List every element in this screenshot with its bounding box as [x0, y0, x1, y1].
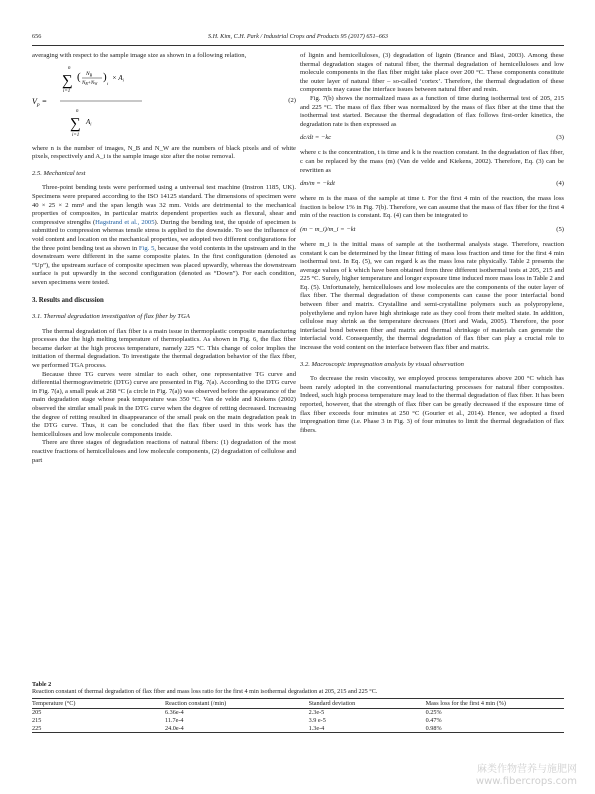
- page-number: 656: [32, 33, 42, 40]
- table-cell: 3.9 e-5: [308, 717, 326, 725]
- journal-citation: S.H. Kim, C.H. Park / Industrial Crops and Products 95 (2017) 651–663: [207, 33, 388, 40]
- table-cell: 0.25%: [425, 709, 442, 717]
- equation-number-3: (3): [556, 134, 564, 142]
- eq2-lhs: V: [32, 96, 37, 106]
- equation-2-graphic: [32, 63, 296, 141]
- eq2-times-sub: i: [122, 77, 124, 83]
- equation-3: [300, 133, 564, 145]
- eq2-times: × A: [112, 73, 123, 82]
- eq2-frac-den: N: [82, 80, 86, 86]
- table-row: [32, 717, 564, 725]
- table-label: Table 2: [32, 681, 52, 688]
- watermark-line-2: www.fibercrops.com: [475, 776, 577, 787]
- table-cell: 24.0e-4: [165, 725, 309, 733]
- svg-text:Vp =: $V_p$ =: [32, 96, 48, 108]
- eq2-frac-num: N: [86, 70, 90, 77]
- watermark: [476, 764, 577, 788]
- table-cell: 11.7e-4: [165, 717, 184, 725]
- svg-text:Ai: [85, 118, 92, 127]
- paragraph-eq3-where: where c is the concentration, t is time and k is the reaction constant. In the degradation of flax fiber, c can be replaced by the mass (m) (Van de velde and Kiekens, 2002). Therefore, Eq. (3) can be rewritten as: [300, 149, 564, 174]
- eq2-frac-den-sub1: B: [85, 81, 88, 86]
- paragraph-degradation-stages: of lignin and hemicelluloses, (3) degradation of lignin (Brance and Blasi, 2003). Among these thermal degradation stages of natural fiber, the thermal degradation of hemicelluloses and low molecule components in the flax fiber might take place over 200 °C. These components constitute the outer layer of natural fiber – so-called ‘cortex’. Therefore, the thermal degradation of these components may cause the interface issues between natural fiber and resin.: [300, 52, 564, 94]
- table-cell: 0.98%: [426, 725, 564, 733]
- svg-text:× Ai: [112, 74, 125, 83]
- heading-2-5: 2.5. Mechanical test: [32, 169, 86, 177]
- equation-4-body: dm/m = −kdt: [300, 180, 335, 188]
- equation-5-body: (m − m_i)/m_i = −kt: [300, 225, 356, 233]
- eq2-den-term-sub: i: [90, 121, 92, 127]
- paragraph-mechanical-test: Three-point bending tests were performed using a universal test machine (Instron 1185, UK). Specimens were prepared according to the ISO 14125 standard. The dimensions of specimen were 40 × 25 × 2 mm³ and the span length was 32 mm. Voids are detrimental to the mechanical properties of composites, in particular matrix dependent properties such as flexural, shear and compressive strengths (Hagstrand et al., 2005). During the bending test, the upside of specimen is submitted to compression whereas tensile stress is applied to the downside. To see the influence of void content and location on the mechanical properties, we adopted two different configurations for the three point bending test as shown in Fig. 5, because the void contents in the upstream and in the downstream were different in the same composite plates. In the first configuration (denoted as “Up”), the upstream surface of composite specimen was placed upwardly, whereas the downstream surface is put upwardly in the second configuration (denoted as “Down”). For each condition, seven specimens were tested.: [32, 184, 297, 286]
- sum-symbol: ∑: [62, 72, 73, 89]
- table-row: [32, 725, 564, 733]
- table-cell: 6.36e-4: [165, 709, 184, 717]
- right-column: [300, 52, 564, 435]
- table-header-row: [32, 699, 564, 709]
- left-column: [32, 52, 296, 465]
- equation-4: [300, 179, 564, 191]
- paragraph-impregnation: To decrease the resin viscosity, we employed process temperatures above 200 °C which has been rarely adopted in the conventional manufacturing processes for natural fiber composites. Indeed, such high process temperature may lead to the thermal degradation of flax fiber. It has been reported, however, that the strength of flax fiber can be greatly decreased if the exposure time of flax fiber exceeds four minutes at 250 °C (Gourier et al., 2014). Hence, we adopted a fixed impregnation time (i.e. Phase 3 in Fig. 3) of four minutes to limit the thermal degradation of flax fibers.: [300, 375, 564, 434]
- paragraph-fig7b: Fig. 7(b) shows the normalized mass as a function of time during isothermal test of 205, 215 and 225 °C. The mass of flax fiber was normalized by the mass of flax fiber at the time that the isothermal test started. Because the thermal degradation of flax follows first-order kinetics, the degradation rate is then expressed as: [300, 94, 564, 128]
- equation-3-body: dc/dt = −kc: [300, 134, 332, 142]
- eq2-lhs-sub: p: [36, 101, 40, 108]
- table-cell: 215: [32, 717, 42, 725]
- table-row: [32, 709, 564, 717]
- citation-link-hagstrand[interactable]: Hagstrand et al., 2005: [95, 218, 155, 226]
- reaction-constant-table: [32, 698, 564, 733]
- figure-link-fig5[interactable]: Fig. 5: [138, 244, 155, 252]
- equation-2: [32, 63, 296, 141]
- svg-text:(: (: [77, 70, 81, 83]
- eq2-sum-bottom: i=1: [63, 88, 71, 94]
- running-header: [32, 33, 564, 45]
- svg-text:NB: [85, 71, 93, 78]
- eq2-den-sum-bottom: i=1: [72, 132, 80, 138]
- eq2-frac-num-sub: B: [89, 72, 93, 78]
- eq2-frac-den-sub2: W: [94, 81, 98, 86]
- table-cell: 2.3e-5: [308, 709, 325, 717]
- header-rule: [32, 45, 564, 46]
- svg-text:): ): [103, 70, 107, 83]
- table-header-cell: Temperature (°C): [32, 699, 165, 709]
- table-2: [32, 681, 564, 733]
- eq2-frac-den-n2: N: [90, 80, 95, 86]
- equation-5: [300, 225, 564, 237]
- eq2-den-sum-top: n: [76, 108, 79, 114]
- equation-number-4: (4): [556, 180, 564, 188]
- table-caption: Reaction constant of thermal degradation of flax fiber and mass loss ratio for the first 4 min isothermal degradation at 205, 215 and 225 °C.: [32, 688, 378, 695]
- heading-3-1: 3.1. Thermal degradation investigation of flax fiber by TGA: [32, 313, 190, 321]
- heading-3-2: 3.2. Macroscopic impregnation analysis by visual observation: [300, 360, 464, 368]
- paragraph-where-n: where n is the number of images, N_B and N_W are the numbers of black pixels and of white pixels, respectively and A_i is the sample image size after the noise removal.: [32, 144, 296, 161]
- svg-text:i: i: [107, 80, 109, 86]
- table-header-cell: Standard deviation: [309, 699, 426, 709]
- paragraph-intro: averaging with respect to the sample image size as shown in a following relation,: [32, 52, 247, 59]
- watermark-line-1: 麻类作物营养与施肥网: [477, 764, 577, 775]
- table-cell: 1.3e-4: [309, 725, 426, 733]
- heading-3: 3. Results and discussion: [32, 296, 104, 304]
- paragraph-tga-3: There are three stages of degradation reactions of natural fibers: (1) degradation of the most reactive fractions of hemicelluloses and low molecule components, (2) degradation of cellulose and part: [32, 439, 296, 464]
- paragraph-eq4-where: where m is the mass of the sample at time t. For the first 4 min of the reaction, the mass loss fraction is below 1% in Fig. 7(b). Therefore, we can assume that the mass of flax fiber for the first 4 min of the reaction is constant. Eq. (4) can then be integrated to: [300, 195, 564, 220]
- equation-number-2: (2): [288, 96, 296, 104]
- table-cell: 225: [32, 725, 165, 733]
- paragraph-tga-2: Because three TG curves were similar to each other, one representative TG curve and differential thermogravimetric (DTG) curve are presented in Fig. 7(a). According to the DTG curve in Fig. 7(a), a small peak at 268 °C (a circle in Fig. 7(a)) was observed before the appearance of the main degradation stage whose peak temperature was 350 °C. Van de velde and Kiekens (2002) observed the similar small peak in the DTG curve when the degree of retting decreased. Increasing the degree of retting resulted in disappearance of the small peak on the main degradation peak in the DTG curve. Thus, it can be concluded that the flax fiber used in this work has the hemicelluloses and low molecule components inside.: [32, 370, 296, 438]
- svg-text:NB+NW: $N_B+N_W$: [82, 80, 98, 86]
- table-header-cell: Mass loss for the first 4 min (%): [426, 699, 564, 709]
- den-sum-symbol: ∑: [70, 115, 81, 132]
- eq2-den-term: A: [86, 117, 91, 126]
- table-cell: 0.47%: [425, 717, 442, 725]
- equation-number-5: (5): [556, 225, 564, 233]
- table-cell: 205: [32, 709, 42, 717]
- eq2-sum-top: n: [68, 65, 71, 71]
- paragraph-tga-1: The thermal degradation of flax fiber is a main issue in thermoplastic composite manufacturing processes due the high melting temperature of thermoplastics. As shown in Fig. 6, the flax fiber became darker at the high process temperature, namely 225 °C. This change of color implies the initiation of thermal degradation. To investigate the thermal degradation behavior of the flax fiber, we performed TGA process.: [32, 327, 296, 370]
- paragraph-eq5-where: where m_i is the initial mass of sample at the isothermal analysis stage. Therefore, reaction constant k can be determined by the linear fitting of mass loss fraction and time for the first 4 min isothermal test. In Eq. (5), we can regard k as the mass loss rate physically. Table 2 presents the average values of k which have been obtained from three different isothermal tests at 205, 215 and 225 °C. Surely, higher temperature and longer exposure time induced more mass loss in Table 2 and Eq. (5). Unfortunately, hemicelluloses and low molecules are the components of the outer layer of flax fiber. The thermal degradation of these components can cause the poor interfacial bond between fiber and matrix. Crystalline and semi-crystalline polymers such as polypropylene, polyethylene and nylon have high shrinkage rate as they cool from their melted state. In addition, cellulose may shrink as the temperature decreases (Hori and Wada, 2005). Therefore, the poor interfacial bond between fiber and matrix and thermal shrinkage of materials can generate the interfacial void. Consequently, the thermal degradation of flax fiber can play a crucial role to increase the void content on the interface between flax fiber and matrix.: [300, 240, 564, 352]
- table-header-cell: Reaction constant (/min): [165, 699, 309, 709]
